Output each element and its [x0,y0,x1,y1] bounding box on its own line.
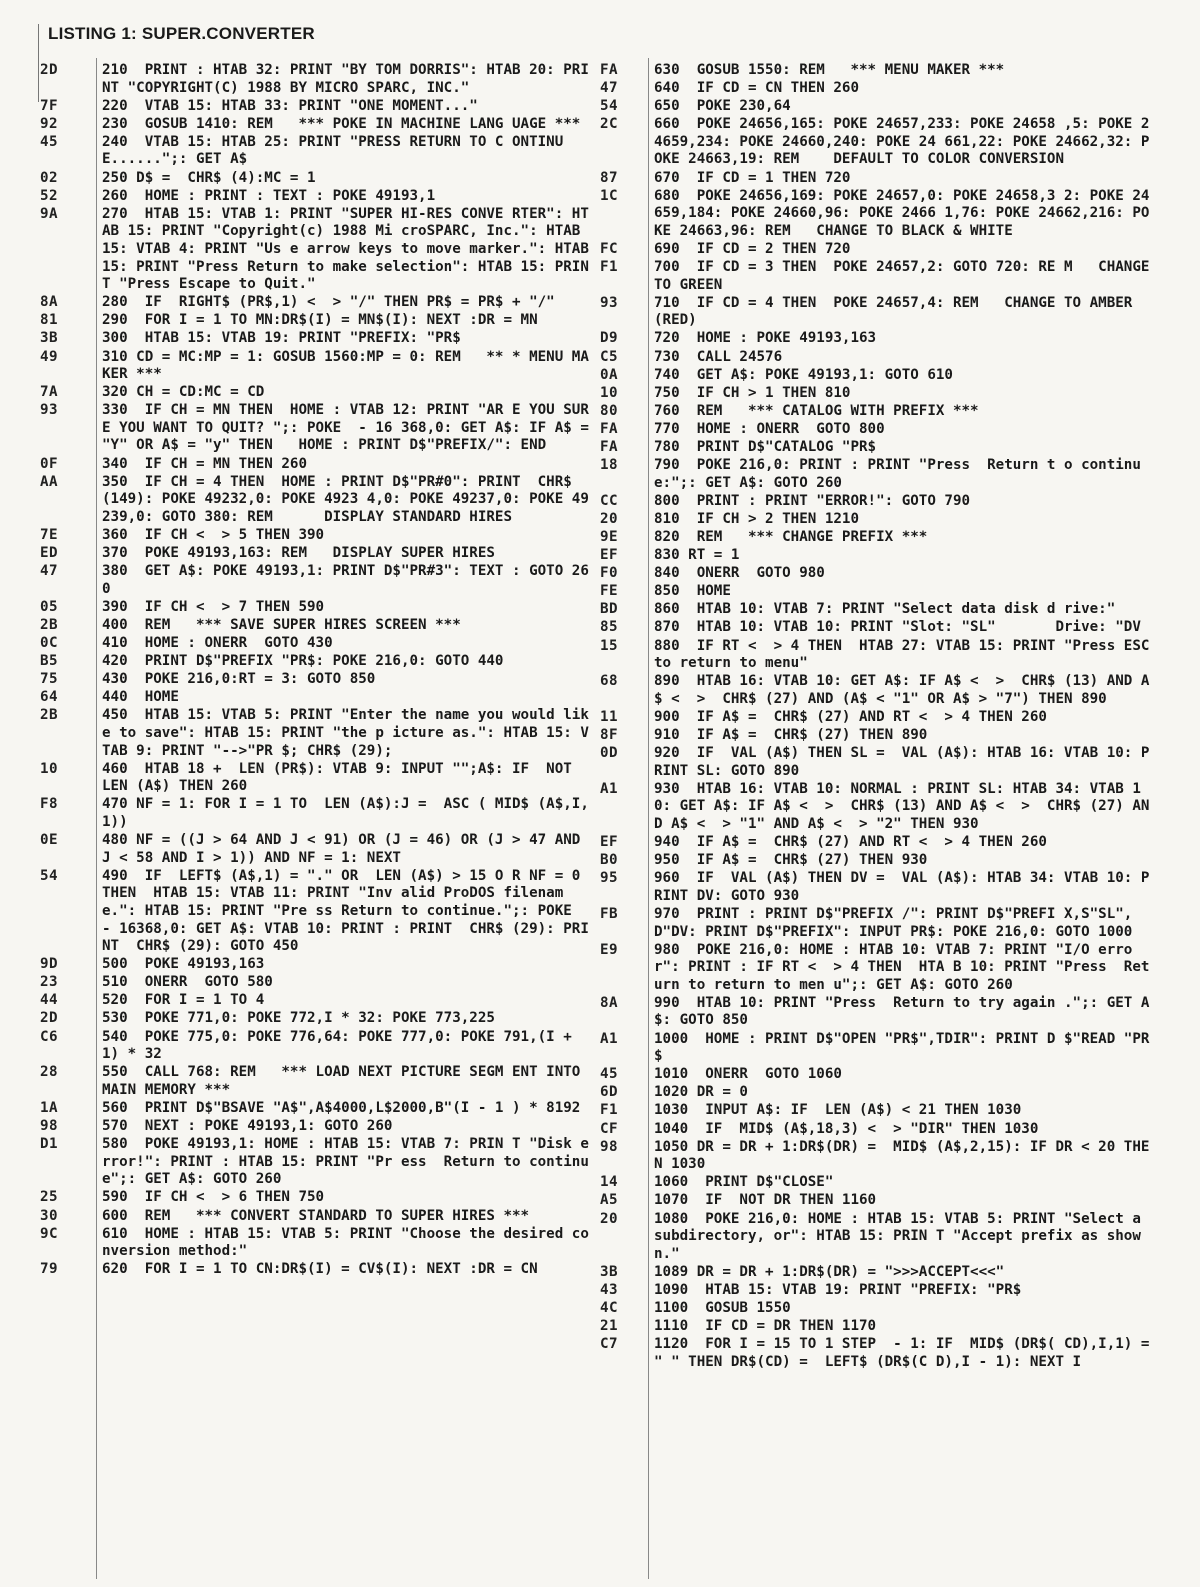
basic-statement: 230 GOSUB 1410: REM *** POKE IN MACHINE LANG UAGE *** [102,115,581,132]
code-line [600,547,1152,565]
code-line [600,330,1152,348]
code-line [40,617,590,635]
line-checksum: EF [600,834,619,851]
basic-statement: 900 IF A$ = CHR$ (27) AND RT < > 4 THEN 260 [654,708,1047,725]
code-line [40,707,590,760]
line-checksum: F1 [600,259,619,276]
code-line [40,474,590,527]
basic-statement: 400 REM *** SAVE SUPER HIRES SCREEN *** [102,616,461,633]
line-checksum: 10 [600,384,619,401]
basic-statement: 350 IF CH = 4 THEN HOME : PRINT D$"PR#0": PRINT CHR$ (149): POKE 49232,0: POKE 4923 4,0: POKE 49237,0: POKE 49239,0: GOTO 380: REM DISPLAY STANDARD HIRES [102,473,589,525]
basic-statement: 300 HTAB 15: VTAB 19: PRINT "PREFIX: "PR$ [102,330,461,347]
code-line [600,995,1152,1030]
code-line [40,98,590,116]
basic-statement: 270 HTAB 15: VTAB 1: PRINT "SUPER HI-RES CONVE RTER": HTAB 15: PRINT "Copyright(c) 1988 Mi croSPARC, Inc.": HTAB 15: VTAB 4: PRINT "Us e arrow keys to move marker.": HTAB 15: PRINT "Press Return to make selection": HTAB 15: PRINT "Press Escape to Quit." [102,205,598,293]
basic-statement: 380 GET A$: POKE 49193,1: PRINT D$"PR#3": TEXT : GOTO 260 [102,563,589,597]
code-line [40,116,590,134]
code-line [40,456,590,474]
line-checksum: CC [600,492,619,509]
line-checksum: 98 [40,1118,59,1135]
line-checksum: 2D [40,62,59,78]
code-line [40,1136,590,1189]
code-line [40,1189,590,1207]
line-checksum: 2B [40,707,59,724]
basic-statement: 520 FOR I = 1 TO 4 [102,992,265,1009]
code-line [600,62,1152,80]
line-checksum: 28 [40,1064,59,1081]
code-line [40,1261,590,1279]
code-line [600,170,1152,188]
line-checksum: 7F [40,97,59,114]
basic-statement: 800 PRINT : PRINT "ERROR!": GOTO 790 [654,492,971,509]
basic-statement: 560 PRINT D$"BSAVE "A$",A$4000,L$2000,B"(I - 1 ) * 8192 [102,1099,581,1116]
line-checksum: 8A [40,294,59,311]
basic-statement: 1090 HTAB 15: VTAB 19: PRINT "PREFIX: "PR$ [654,1281,1022,1298]
basic-statement: 1089 DR = DR + 1:DR$(DR) = ">>>ACCEPT<<<" [654,1263,1005,1280]
code-line [600,583,1152,601]
basic-statement: 280 IF RIGHT$ (PR$,1) < > "/" THEN PR$ = PR$ + "/" [102,294,555,311]
code-line [40,1010,590,1028]
line-checksum: 64 [40,689,59,706]
basic-statement: 1080 POKE 216,0: HOME : HTAB 15: VTAB 5: PRINT "Select a subdirectory, or": HTAB 15: PRIN T "Accept prefix as shown." [654,1210,1150,1262]
basic-statement: 660 POKE 24656,165: POKE 24657,233: POKE 24658 ,5: POKE 24659,234: POKE 24660,240: POKE 24 661,22: POKE 24662,32: POKE 24663,19: REM DEFAULT TO COLOR CONVERSION [654,116,1150,168]
line-checksum: 25 [40,1189,59,1206]
basic-statement: 860 HTAB 10: VTAB 7: PRINT "Select data disk d rive:" [654,601,1116,618]
basic-statement: 460 HTAB 18 + LEN (PR$): VTAB 9: INPUT "";A$: IF NOT LEN (A$) THEN 260 [102,760,589,795]
code-line [600,367,1152,385]
code-line [600,852,1152,870]
basic-statement: 630 GOSUB 1550: REM *** MENU MAKER *** [654,62,1005,78]
code-line [40,599,590,617]
code-line [600,421,1152,439]
code-line [40,312,590,330]
code-line [600,511,1152,529]
line-checksum: F1 [600,1102,619,1119]
code-line [600,834,1152,852]
basic-statement: 410 HOME : ONERR GOTO 430 [102,635,333,651]
code-line [600,116,1152,169]
basic-statement: 990 HTAB 10: PRINT "Press Return to try again .";: GET A$: GOTO 850 [654,994,1150,1029]
basic-statement: 650 POKE 230,64 [654,98,791,115]
code-line [40,671,590,689]
line-checksum: BD [600,601,619,618]
line-checksum: 93 [40,402,59,419]
line-checksum: 4C [600,1299,619,1316]
line-checksum: 20 [600,510,619,527]
code-line [40,635,590,653]
basic-statement: 500 POKE 49193,163 [102,956,265,973]
code-line [600,1336,1158,1371]
line-checksum: 3B [40,330,59,347]
line-checksum: 21 [600,1318,619,1335]
code-line [600,1300,1152,1318]
line-checksum: AA [40,473,59,490]
code-line [40,563,590,598]
line-checksum: 0A [600,366,619,383]
line-checksum: F8 [40,796,59,813]
basic-statement: 210 PRINT : HTAB 32: PRINT "BY TOM DORRIS": HTAB 20: PRINT "COPYRIGHT(C) 1988 BY MICRO SPARC, INC." [102,62,589,96]
code-line [600,403,1152,421]
basic-statement: 290 FOR I = 1 TO MN:DR$(I) = MN$(I): NEXT :DR = MN [102,312,538,329]
line-checksum: 47 [40,563,59,580]
basic-statement: 810 IF CH > 2 THEN 1210 [654,510,859,527]
line-checksum: 45 [40,133,59,150]
basic-statement: 1050 DR = DR + 1:DR$(DR) = MID$ (A$,2,15): IF DR < 20 THEN 1030 [654,1138,1150,1173]
code-line [600,188,1152,241]
code-line [600,942,1152,995]
line-checksum: 15 [600,637,619,654]
basic-statement: 700 IF CD = 3 THEN POKE 24657,2: GOTO 720: RE M CHANGE TO GREEN [654,259,1158,293]
line-checksum: 9D [40,956,59,973]
line-checksum: 7E [40,526,59,543]
code-line [40,956,590,974]
line-checksum: 8F [600,726,619,743]
line-checksum: 1A [40,1099,59,1116]
code-line [40,134,590,169]
basic-statement: 980 POKE 216,0: HOME : HTAB 10: VTAB 7: PRINT "I/O error": PRINT : IF RT < > 4 THEN HTA B 10: PRINT "Press Return to return to men u";: GET A$: GOTO 260 [654,941,1150,993]
line-checksum: A5 [600,1192,619,1209]
line-checksum: 3B [600,1263,619,1280]
basic-statement: 850 HOME [654,583,731,600]
line-checksum: 0F [40,455,59,472]
code-line [40,1118,590,1136]
line-checksum: B5 [40,653,59,670]
basic-statement: 740 GET A$: POKE 49193,1: GOTO 610 [654,366,953,383]
code-line [40,796,590,831]
line-checksum: 85 [600,619,619,636]
basic-statement: 250 D$ = CHR$ (4):MC = 1 [102,169,316,186]
basic-statement: 960 IF VAL (A$) THEN DV = VAL (A$): HTAB 34: VTAB 10: PRINT DV: GOTO 930 [654,870,1150,904]
basic-statement: 830 RT = 1 [654,547,740,564]
line-checksum: D9 [600,330,619,347]
code-line [40,294,590,312]
code-line [600,1102,1152,1120]
basic-statement: 370 POKE 49193,163: REM DISPLAY SUPER HIRES [102,545,495,562]
line-checksum: 2C [600,116,619,133]
code-line [40,545,590,563]
line-checksum: A1 [600,1030,619,1047]
basic-statement: 780 PRINT D$"CATALOG "PR$ [654,438,877,455]
basic-statement: 1020 DR = 0 [654,1084,748,1101]
code-line [40,188,590,206]
code-line [600,1174,1152,1192]
line-checksum: 11 [600,708,619,725]
code-line [600,259,1158,294]
code-line [40,992,590,1010]
basic-statement: 1040 IF MID$ (A$,18,3) < > "DIR" THEN 1030 [654,1120,1039,1137]
basic-statement: 340 IF CH = MN THEN 260 [102,455,307,472]
line-checksum: 79 [40,1261,59,1278]
code-line [40,1100,590,1118]
basic-statement: 220 VTAB 15: HTAB 33: PRINT "ONE MOMENT..." [102,97,478,114]
basic-statement: 790 POKE 216,0: PRINT : PRINT "Press Return t o continue:";: GET A$: GOTO 260 [654,457,1141,491]
basic-statement: 720 HOME : POKE 49193,163 [654,330,877,347]
line-checksum: 7A [40,384,59,401]
line-checksum: 81 [40,312,59,329]
line-checksum: 0D [600,745,619,762]
code-line [40,1208,590,1226]
basic-statement: 710 IF CD = 4 THEN POKE 24657,4: REM CHANGE TO AMBER (RED) [654,294,1141,329]
basic-statement: 1110 IF CD = DR THEN 1170 [654,1318,877,1335]
basic-statement: 600 REM *** CONVERT STANDARD TO SUPER HIRES *** [102,1207,530,1224]
line-checksum: C5 [600,348,619,365]
basic-statement: 690 IF CD = 2 THEN 720 [654,240,851,257]
line-checksum: 68 [600,673,619,690]
line-checksum: 2B [40,616,59,633]
line-checksum: FE [600,583,619,600]
code-line [600,80,1152,98]
code-line [600,493,1152,511]
basic-statement: 750 IF CH > 1 THEN 810 [654,384,851,401]
line-checksum: 9E [600,528,619,545]
code-line [600,619,1152,637]
code-line [40,974,590,992]
line-checksum: 1C [600,187,619,204]
basic-statement: 440 HOME [102,689,179,706]
code-line [600,529,1152,547]
basic-statement: 420 PRINT D$"PREFIX "PR$: POKE 216,0: GOTO 440 [102,653,504,670]
code-line [40,349,590,384]
line-checksum: F0 [600,565,619,582]
basic-statement: 1070 IF NOT DR THEN 1160 [654,1192,877,1209]
code-line [600,709,1152,727]
basic-statement: 310 CD = MC:MP = 1: GOSUB 1560:MP = 0: REM ** * MENU MAKER *** [102,348,589,383]
basic-statement: 580 POKE 49193,1: HOME : HTAB 15: VTAB 7: PRIN T "Disk error!": PRINT : HTAB 15: PRINT "Pr ess Return to continue";: GET A$: GOTO 260 [102,1136,589,1188]
line-checksum: 54 [600,98,619,115]
line-checksum: FB [600,905,619,922]
line-checksum: B0 [600,852,619,869]
line-checksum: 75 [40,671,59,688]
code-line [600,565,1152,583]
basic-statement: 1010 ONERR GOTO 1060 [654,1066,842,1083]
line-checksum: 93 [600,294,619,311]
code-line [40,330,590,348]
listing-column-left [40,62,598,1279]
basic-statement: 680 POKE 24656,169: POKE 24657,0: POKE 24658,3 2: POKE 24659,184: POKE 24660,96: POKE 2466 1,76: POKE 24662,216: POKE 24663,96: REM CHANGE TO BLACK & WHITE [654,187,1150,239]
basic-statement: 540 POKE 775,0: POKE 776,64: POKE 777,0: POKE 791,(I + 1) * 32 [102,1028,581,1063]
basic-statement: 430 POKE 216,0:RT = 3: GOTO 850 [102,671,376,688]
basic-statement: 530 POKE 771,0: POKE 772,I * 32: POKE 773,225 [102,1010,495,1027]
line-checksum: 98 [600,1138,619,1155]
basic-statement: 550 CALL 768: REM *** LOAD NEXT PICTURE SEGM ENT INTO MAIN MEMORY *** [102,1064,589,1098]
code-line [40,205,598,294]
code-line [600,1318,1152,1336]
code-line [40,868,590,956]
code-line [600,385,1152,403]
line-checksum: 02 [40,169,59,186]
basic-statement: 760 REM *** CATALOG WITH PREFIX *** [654,402,979,419]
basic-statement: 930 HTAB 16: VTAB 10: NORMAL : PRINT SL: HTAB 34: VTAB 10: GET A$: IF A$ < > CHR$ (13) AND A$ < > CHR$ (27) AND A$ < > "1" AND A$ < > "2" THEN 930 [654,780,1150,832]
code-line [600,601,1152,619]
basic-statement: 890 HTAB 16: VTAB 10: GET A$: IF A$ < > CHR$ (13) AND A$ < > CHR$ (27) AND (A$ < "1" OR A$ > "7") THEN 890 [654,673,1150,707]
line-checksum: 0C [40,635,59,651]
line-checksum: 80 [600,402,619,419]
code-line [600,98,1152,116]
line-checksum: FA [600,62,619,78]
line-checksum: 43 [600,1281,619,1298]
line-checksum: 87 [600,169,619,186]
code-line [600,637,1158,673]
margin-rule [38,24,39,102]
code-line [600,1192,1152,1210]
basic-statement: 820 REM *** CHANGE PREFIX *** [654,528,928,545]
line-checksum: 95 [600,870,619,887]
code-line [600,1121,1152,1139]
line-checksum: 9C [40,1225,59,1242]
basic-statement: 880 IF RT < > 4 THEN HTAB 27: VTAB 15: PRINT "Press ESC to return to menu" [654,637,1158,672]
line-checksum: 05 [40,598,59,615]
line-checksum: 10 [40,760,59,777]
code-line [600,295,1152,330]
line-checksum: 92 [40,115,59,132]
line-checksum: 52 [40,187,59,204]
basic-statement: 1060 PRINT D$"CLOSE" [654,1174,834,1191]
line-checksum: 18 [600,457,619,474]
code-line [40,384,590,402]
basic-statement: 490 IF LEFT$ (A$,1) = "." OR LEN (A$) > 15 O R NF = 0 THEN HTAB 15: VTAB 11: PRINT "Inv alid ProDOS filename.": HTAB 15: PRINT "Pre ss Return to continue.";: POKE - 16368,0: GET A$: VTAB 10: PRINT : PRINT CHR$ (29): PRINT CHR$ (29): GOTO 450 [102,867,589,955]
basic-statement: 450 HTAB 15: VTAB 5: PRINT "Enter the name you would like to save": HTAB 15: PRINT "the p icture as.": HTAB 15: VTAB 9: PRINT "-->"PR $; CHR$ (29); [102,707,589,759]
basic-statement: 870 HTAB 10: VTAB 10: PRINT "Slot: "SL" Drive: "DV [654,619,1141,636]
line-checksum: 30 [40,1207,59,1224]
basic-statement: 510 ONERR GOTO 580 [102,974,273,991]
line-checksum: 2D [40,1010,59,1027]
basic-statement: 240 VTAB 15: HTAB 25: PRINT "PRESS RETURN TO C ONTINUE......";: GET A$ [102,133,564,168]
basic-statement: 570 NEXT : POKE 49193,1: GOTO 260 [102,1118,393,1135]
code-line [40,402,598,455]
code-line [40,653,590,671]
basic-statement: 920 IF VAL (A$) THEN SL = VAL (A$): HTAB 16: VTAB 10: PRINT SL: GOTO 890 [654,745,1150,779]
code-line [600,1282,1152,1300]
basic-statement: 320 CH = CD:MC = CD [102,384,265,401]
line-checksum: E9 [600,941,619,958]
code-line [600,1264,1152,1282]
basic-statement: 260 HOME : PRINT : TEXT : POKE 49193,1 [102,187,436,204]
code-line [600,349,1152,367]
code-line [600,906,1152,941]
basic-statement: 1030 INPUT A$: IF LEN (A$) < 21 THEN 1030 [654,1102,1022,1119]
code-line [600,870,1152,905]
basic-statement: 470 NF = 1: FOR I = 1 TO LEN (A$):J = ASC ( MID$ (A$,I,1)) [102,796,589,830]
line-checksum: 23 [40,974,59,991]
line-checksum: ED [40,545,59,562]
code-line [40,1029,590,1064]
line-checksum: 0E [40,832,59,849]
line-checksum: CF [600,1120,619,1137]
line-checksum: 49 [40,348,59,365]
basic-statement: 620 FOR I = 1 TO CN:DR$(I) = CV$(I): NEXT :DR = CN [102,1261,538,1278]
basic-statement: 1000 HOME : PRINT D$"OPEN "PR$",TDIR": PRINT D $"READ "PR$ [654,1030,1150,1065]
code-line [40,761,590,796]
line-checksum: 14 [600,1174,619,1191]
code-line [600,439,1152,457]
basic-statement: 910 IF A$ = CHR$ (27) THEN 890 [654,726,928,743]
basic-statement: 1120 FOR I = 15 TO 1 STEP - 1: IF MID$ (DR$( CD),I,1) = " " THEN DR$(CD) = LEFT$ (DR$(C D),I - 1): NEXT I [654,1336,1158,1370]
line-checksum: 44 [40,992,59,1009]
basic-statement: 730 CALL 24576 [654,348,783,365]
listing-column-right [600,62,1158,1372]
listing-title: LISTING 1: SUPER.CONVERTER [48,24,315,43]
basic-statement: 390 IF CH < > 7 THEN 590 [102,598,325,615]
basic-statement: 590 IF CH < > 6 THEN 750 [102,1189,325,1206]
code-line [600,673,1152,708]
line-checksum: 54 [40,867,59,884]
code-line [40,527,590,545]
line-checksum: EF [600,547,619,564]
basic-statement: 840 ONERR GOTO 980 [654,565,825,582]
code-line [600,727,1152,745]
code-line [40,832,590,867]
line-checksum: FA [600,438,619,455]
line-checksum: C7 [600,1336,619,1353]
code-line [600,781,1152,834]
code-line [600,457,1152,492]
line-checksum: 20 [600,1210,619,1227]
code-line [600,241,1152,259]
code-line [40,1226,590,1261]
code-line [40,1064,590,1099]
line-checksum: 9A [40,205,59,222]
line-checksum: 47 [600,80,619,97]
basic-statement: 330 IF CH = MN THEN HOME : VTAB 12: PRINT "AR E YOU SURE YOU WANT TO QUIT? ";: POKE - 16 368,0: GET A$: IF A$ = "Y" OR A$ = "y" THEN HOME : PRINT D$"PREFIX/": END [102,402,598,454]
basic-statement: 360 IF CH < > 5 THEN 390 [102,526,325,543]
code-line [600,1084,1152,1102]
basic-statement: 950 IF A$ = CHR$ (27) THEN 930 [654,852,928,869]
line-checksum: A1 [600,780,619,797]
code-line [600,1139,1152,1174]
basic-statement: 640 IF CD = CN THEN 260 [654,80,859,97]
basic-statement: 1100 GOSUB 1550 [654,1299,791,1316]
basic-statement: 480 NF = ((J > 64 AND J < 91) OR (J = 46) OR (J > 47 AND J < 58 AND I > 1)) AND NF = 1: NEXT [102,832,589,866]
basic-statement: 940 IF A$ = CHR$ (27) AND RT < > 4 THEN 260 [654,834,1047,851]
line-checksum: D1 [40,1136,59,1153]
code-line [40,62,590,97]
line-checksum: 45 [600,1066,619,1083]
code-line [40,170,590,188]
code-line [600,1211,1152,1264]
line-checksum: 8A [600,994,619,1011]
code-line [40,689,590,707]
line-checksum: FA [600,420,619,437]
basic-statement: 670 IF CD = 1 THEN 720 [654,169,851,186]
line-checksum: FC [600,240,619,257]
line-checksum: C6 [40,1028,59,1045]
code-line [600,745,1152,780]
basic-statement: 610 HOME : HTAB 15: VTAB 5: PRINT "Choose the desired conversion method:" [102,1225,589,1260]
code-line [600,1031,1152,1066]
basic-statement: 770 HOME : ONERR GOTO 800 [654,420,885,437]
basic-statement: 970 PRINT : PRINT D$"PREFIX /": PRINT D$"PREFI X,S"SL",D"DV: PRINT D$"PREFIX": INPUT PR$: POKE 216,0: GOTO 1000 [654,905,1133,940]
code-line [600,1066,1152,1084]
line-checksum: 6D [600,1084,619,1101]
